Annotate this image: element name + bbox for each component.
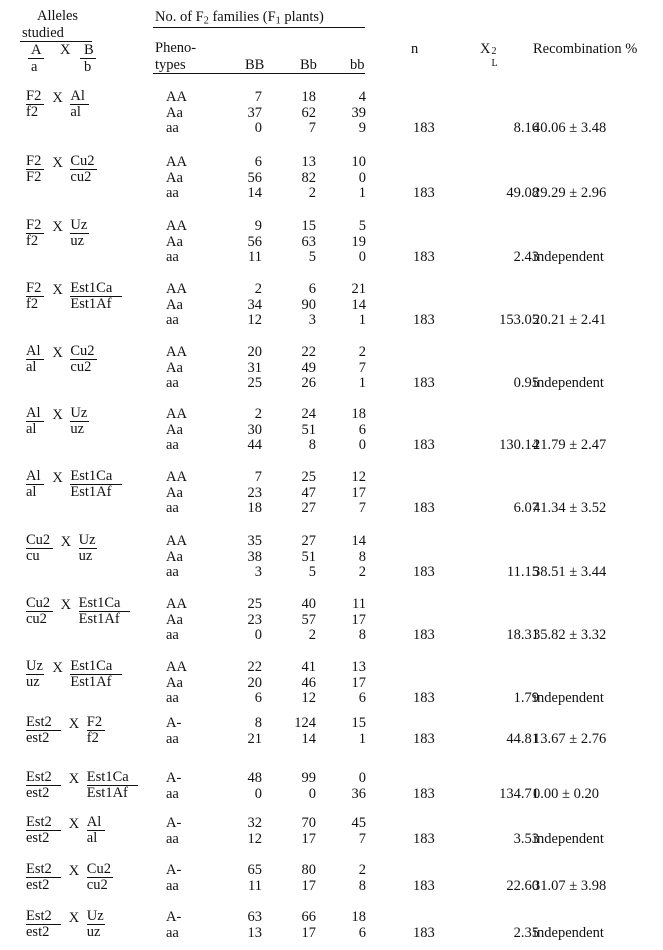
phenotype-cell: AA bbox=[166, 406, 187, 422]
count-BB-cell: 35 bbox=[247, 533, 262, 549]
count-BB-cell: 44 bbox=[247, 437, 262, 453]
count-bb-cell: 39 bbox=[351, 104, 366, 121]
count-BB-cell: 31 bbox=[247, 359, 262, 376]
allele-a-numerator: Al bbox=[26, 468, 41, 484]
phenotype-cell: aa bbox=[166, 564, 179, 580]
allele-a-numerator: Al bbox=[26, 405, 41, 421]
allele-b-denominator: Est1Af bbox=[70, 296, 112, 312]
n-cell: 183 bbox=[413, 249, 435, 265]
allele-a-denominator: uz bbox=[26, 674, 40, 690]
chi-square-cell: 2.43 bbox=[513, 249, 539, 265]
n-cell: 183 bbox=[413, 924, 435, 941]
phenotype-cell: AA bbox=[166, 469, 187, 485]
phenotypes-underline bbox=[153, 73, 365, 74]
allele-a-numerator: Cu2 bbox=[26, 595, 51, 611]
phenotype-cell: aa bbox=[166, 877, 179, 894]
allele-b-denominator: cu2 bbox=[70, 359, 92, 375]
chi-square-cell: 1.79 bbox=[513, 690, 539, 706]
count-BB-cell: 11 bbox=[248, 249, 262, 265]
count-BB-cell: 56 bbox=[247, 169, 262, 186]
phenotype-cell: Aa bbox=[166, 296, 183, 313]
phenotype-cell: A- bbox=[166, 862, 182, 878]
allele-b-numerator: F2 bbox=[86, 714, 103, 730]
phenotype-cell: aa bbox=[166, 924, 179, 941]
chi-square-cell: 134.71 bbox=[499, 785, 539, 802]
count-Bb-cell: 70 bbox=[301, 815, 316, 831]
phenotype-cell: aa bbox=[166, 730, 179, 747]
count-bb-cell: 14 bbox=[351, 296, 366, 313]
chi-square-cell: 3.53 bbox=[513, 830, 539, 847]
count-BB-cell: 23 bbox=[247, 611, 262, 628]
col-header-chi: X 2 L bbox=[480, 41, 498, 69]
count-Bb-cell: 66 bbox=[301, 909, 316, 925]
count-bb-cell: 11 bbox=[352, 596, 366, 612]
allele-a-denominator: cu bbox=[26, 548, 40, 564]
allele-a-numerator: Est2 bbox=[26, 769, 52, 785]
allele-b-numerator: Al bbox=[86, 814, 102, 830]
count-BB-cell: 23 bbox=[247, 484, 262, 501]
phenotypes-heading-2: types bbox=[155, 57, 186, 73]
chi-square-cell: 22.60 bbox=[506, 877, 539, 894]
count-Bb-cell: 22 bbox=[301, 344, 316, 360]
n-cell: 183 bbox=[413, 500, 435, 516]
count-bb-cell: 2 bbox=[358, 564, 366, 580]
count-bb-cell: 18 bbox=[351, 909, 366, 925]
count-BB-cell: 18 bbox=[247, 500, 262, 516]
count-Bb-cell: 26 bbox=[301, 375, 316, 391]
count-Bb-cell: 13 bbox=[301, 154, 316, 170]
allele-b-numerator: Uz bbox=[70, 217, 88, 233]
count-BB-cell: 22 bbox=[247, 659, 262, 675]
col-header-Bb: Bb bbox=[300, 57, 317, 73]
n-cell: 183 bbox=[413, 627, 435, 643]
count-bb-cell: 0 bbox=[358, 169, 366, 186]
count-Bb-cell: 5 bbox=[308, 249, 316, 265]
count-BB-cell: 7 bbox=[254, 469, 262, 485]
chi-square-cell: 11.15 bbox=[506, 564, 539, 580]
count-Bb-cell: 27 bbox=[301, 533, 316, 549]
col-header-bb: bb bbox=[350, 57, 365, 73]
recombination-cell: independent bbox=[533, 249, 604, 265]
allele-b-numerator: Uz bbox=[86, 908, 104, 924]
allele-a-denominator: al bbox=[26, 359, 37, 375]
count-bb-cell: 45 bbox=[351, 815, 366, 831]
count-Bb-cell: 80 bbox=[301, 862, 316, 878]
cross-symbol: X bbox=[52, 282, 63, 298]
allele-a-denominator: f2 bbox=[26, 296, 39, 312]
chi-square-cell: 2.35 bbox=[513, 924, 539, 941]
n-cell: 183 bbox=[413, 830, 435, 847]
allele-a-denominator: f2 bbox=[26, 233, 39, 249]
count-bb-cell: 9 bbox=[358, 120, 366, 136]
cross-symbol: X bbox=[52, 219, 63, 235]
recombination-cell: 13.67 ± 2.76 bbox=[533, 730, 607, 747]
phenotype-cell: Aa bbox=[166, 548, 183, 565]
count-Bb-cell: 12 bbox=[301, 690, 316, 706]
alleles-heading: Alleles bbox=[37, 8, 79, 24]
allele-b-denominator: al bbox=[86, 830, 98, 846]
studied-heading: studied bbox=[22, 25, 64, 41]
allele-b-numerator: Cu2 bbox=[86, 861, 111, 877]
count-BB-cell: 3 bbox=[254, 564, 262, 580]
cross-symbol: X bbox=[52, 155, 63, 171]
count-BB-cell: 7 bbox=[254, 89, 262, 105]
allele-b-denominator: uz bbox=[78, 548, 93, 564]
phenotype-cell: Aa bbox=[166, 169, 183, 186]
allele-b-numerator: Uz bbox=[70, 405, 88, 421]
count-Bb-cell: 124 bbox=[294, 715, 316, 731]
recombination-cell: 41.34 ± 3.52 bbox=[533, 500, 607, 516]
count-BB-cell: 25 bbox=[247, 375, 262, 391]
allele-b-numerator: Est1Ca bbox=[86, 769, 129, 785]
count-bb-cell: 6 bbox=[358, 690, 366, 706]
allele-b-denominator: Est1Af bbox=[70, 674, 112, 690]
phenotype-cell: aa bbox=[166, 785, 179, 802]
phenotype-cell: A- bbox=[166, 770, 182, 786]
phenotype-cell: AA bbox=[166, 218, 187, 234]
count-bb-cell: 0 bbox=[358, 770, 366, 786]
count-Bb-cell: 25 bbox=[301, 469, 316, 485]
phenotype-cell: AA bbox=[166, 596, 187, 612]
allele-a-numerator: Uz bbox=[26, 658, 43, 674]
recombination-cell: independent bbox=[533, 375, 604, 391]
generic-num-a: A bbox=[31, 42, 42, 58]
cross-symbol: X bbox=[52, 90, 63, 106]
allele-a-denominator: al bbox=[26, 421, 37, 437]
count-BB-cell: 56 bbox=[247, 233, 262, 250]
count-Bb-cell: 47 bbox=[301, 484, 316, 501]
cross-symbol: X bbox=[68, 716, 80, 732]
allele-b-denominator: uz bbox=[70, 421, 85, 437]
recombination-cell: independent bbox=[533, 924, 604, 941]
count-BB-cell: 8 bbox=[254, 715, 262, 731]
count-Bb-cell: 46 bbox=[301, 674, 316, 691]
recombination-cell: 20.21 ± 2.41 bbox=[533, 312, 607, 328]
count-BB-cell: 25 bbox=[247, 596, 262, 612]
count-BB-cell: 13 bbox=[247, 924, 262, 941]
n-cell: 183 bbox=[413, 564, 435, 580]
chi-square-cell: 8.16 bbox=[513, 120, 539, 136]
count-BB-cell: 20 bbox=[247, 674, 262, 691]
phenotype-cell: Aa bbox=[166, 611, 183, 628]
count-Bb-cell: 82 bbox=[301, 169, 316, 186]
count-BB-cell: 2 bbox=[254, 406, 262, 422]
count-BB-cell: 2 bbox=[254, 281, 262, 297]
phenotype-cell: Aa bbox=[166, 104, 183, 121]
phenotype-cell: A- bbox=[166, 909, 182, 925]
n-cell: 183 bbox=[413, 312, 435, 328]
generic-den-b: b bbox=[84, 59, 92, 75]
phenotype-cell: Aa bbox=[166, 674, 183, 691]
allele-a-numerator: Est2 bbox=[26, 714, 52, 730]
recombination-cell: 0.00 ± 0.20 bbox=[533, 785, 599, 802]
count-Bb-cell: 90 bbox=[301, 296, 316, 313]
count-Bb-cell: 63 bbox=[301, 233, 316, 250]
count-bb-cell: 7 bbox=[358, 830, 366, 847]
allele-a-denominator: est2 bbox=[26, 730, 50, 746]
count-Bb-cell: 14 bbox=[301, 730, 316, 747]
allele-a-numerator: Est2 bbox=[26, 814, 52, 830]
allele-b-denominator: Est1Af bbox=[70, 484, 112, 500]
cross-symbol: X bbox=[68, 910, 80, 926]
allele-b-denominator: Est1Af bbox=[86, 785, 128, 801]
phenotype-cell: AA bbox=[166, 154, 187, 170]
col-header-BB: BB bbox=[245, 57, 265, 73]
recombination-cell: 29.29 ± 2.96 bbox=[533, 185, 607, 201]
count-Bb-cell: 17 bbox=[301, 877, 316, 894]
allele-a-denominator: f2 bbox=[26, 104, 39, 120]
allele-a-numerator: Al bbox=[26, 343, 41, 359]
count-BB-cell: 12 bbox=[247, 312, 262, 328]
allele-b-numerator: Est1Ca bbox=[70, 280, 113, 296]
count-bb-cell: 6 bbox=[358, 421, 366, 438]
count-Bb-cell: 3 bbox=[308, 312, 316, 328]
count-bb-cell: 17 bbox=[351, 484, 366, 501]
phenotype-cell: aa bbox=[166, 375, 179, 391]
allele-a-numerator: Est2 bbox=[26, 861, 52, 877]
count-Bb-cell: 49 bbox=[301, 359, 316, 376]
phenotypes-heading-1: Pheno- bbox=[155, 40, 197, 56]
phenotype-cell: AA bbox=[166, 281, 187, 297]
n-cell: 183 bbox=[413, 375, 435, 391]
allele-a-denominator: est2 bbox=[26, 785, 50, 801]
recombination-cell: 21.79 ± 2.47 bbox=[533, 437, 607, 453]
count-Bb-cell: 57 bbox=[301, 611, 316, 628]
phenotype-cell: aa bbox=[166, 249, 179, 265]
count-Bb-cell: 2 bbox=[308, 627, 316, 643]
phenotype-cell: aa bbox=[166, 690, 179, 706]
generic-num-b: B bbox=[84, 42, 94, 58]
phenotype-cell: AA bbox=[166, 344, 187, 360]
count-bb-cell: 13 bbox=[351, 659, 366, 675]
phenotype-cell: Aa bbox=[166, 233, 183, 250]
chi-square-cell: 18.31 bbox=[506, 627, 539, 643]
generic-x: X bbox=[60, 42, 71, 58]
count-bb-cell: 2 bbox=[358, 344, 366, 360]
count-bb-cell: 2 bbox=[358, 862, 366, 878]
allele-a-numerator: Cu2 bbox=[26, 532, 51, 548]
n-cell: 183 bbox=[413, 877, 435, 894]
cross-symbol: X bbox=[52, 470, 63, 486]
count-BB-cell: 63 bbox=[247, 909, 262, 925]
allele-b-numerator: Uz bbox=[78, 532, 96, 548]
families-underline bbox=[153, 27, 365, 28]
count-Bb-cell: 6 bbox=[308, 281, 316, 297]
count-bb-cell: 7 bbox=[358, 500, 366, 516]
count-BB-cell: 20 bbox=[247, 344, 262, 360]
count-BB-cell: 0 bbox=[254, 785, 262, 802]
count-BB-cell: 38 bbox=[247, 548, 262, 565]
cross-symbol: X bbox=[68, 863, 80, 879]
allele-a-denominator: est2 bbox=[26, 877, 50, 893]
count-bb-cell: 1 bbox=[358, 312, 366, 328]
recombination-cell: 31.07 ± 3.98 bbox=[533, 877, 607, 894]
count-Bb-cell: 18 bbox=[301, 89, 316, 105]
allele-a-numerator: Est2 bbox=[26, 908, 52, 924]
phenotype-cell: aa bbox=[166, 312, 179, 328]
count-bb-cell: 1 bbox=[358, 730, 366, 747]
count-Bb-cell: 7 bbox=[308, 120, 316, 136]
count-Bb-cell: 2 bbox=[308, 185, 316, 201]
count-bb-cell: 4 bbox=[358, 89, 366, 105]
count-bb-cell: 17 bbox=[351, 674, 366, 691]
chi-square-cell: 6.07 bbox=[513, 500, 539, 516]
recombination-cell: 35.82 ± 3.32 bbox=[533, 627, 607, 643]
allele-a-numerator: F2 bbox=[26, 153, 42, 169]
generic-den-a: a bbox=[31, 59, 38, 75]
cross-symbol: X bbox=[68, 771, 80, 787]
count-bb-cell: 14 bbox=[351, 533, 366, 549]
allele-b-denominator: al bbox=[70, 104, 81, 120]
count-BB-cell: 14 bbox=[247, 185, 262, 201]
allele-b-numerator: Est1Ca bbox=[78, 595, 121, 611]
phenotype-cell: aa bbox=[166, 437, 179, 453]
phenotype-cell: aa bbox=[166, 830, 179, 847]
allele-b-denominator: cu2 bbox=[86, 877, 108, 893]
phenotype-cell: A- bbox=[166, 815, 182, 831]
col-header-recombination: Recombination % bbox=[533, 41, 638, 57]
count-Bb-cell: 99 bbox=[301, 770, 316, 786]
allele-b-denominator: uz bbox=[86, 924, 101, 940]
count-Bb-cell: 17 bbox=[301, 924, 316, 941]
recombination-cell: 40.06 ± 3.48 bbox=[533, 120, 607, 136]
count-BB-cell: 48 bbox=[247, 770, 262, 786]
chi-square-cell: 153.05 bbox=[499, 312, 539, 328]
count-Bb-cell: 40 bbox=[301, 596, 316, 612]
count-Bb-cell: 5 bbox=[308, 564, 316, 580]
count-bb-cell: 12 bbox=[351, 469, 366, 485]
allele-b-denominator: uz bbox=[70, 233, 85, 249]
count-Bb-cell: 15 bbox=[301, 218, 316, 234]
count-bb-cell: 5 bbox=[358, 218, 366, 234]
count-bb-cell: 19 bbox=[351, 233, 366, 250]
phenotype-cell: Aa bbox=[166, 484, 183, 501]
count-Bb-cell: 41 bbox=[301, 659, 316, 675]
n-cell: 183 bbox=[413, 120, 435, 136]
allele-b-numerator: Al bbox=[70, 88, 85, 104]
count-BB-cell: 34 bbox=[247, 296, 262, 313]
count-BB-cell: 6 bbox=[254, 690, 262, 706]
count-bb-cell: 0 bbox=[358, 437, 366, 453]
count-bb-cell: 36 bbox=[351, 785, 366, 802]
phenotype-cell: AA bbox=[166, 89, 187, 105]
count-BB-cell: 0 bbox=[254, 120, 262, 136]
count-BB-cell: 65 bbox=[247, 862, 262, 878]
chi-square-cell: 130.14 bbox=[499, 437, 539, 453]
allele-b-denominator: f2 bbox=[86, 730, 99, 746]
count-bb-cell: 10 bbox=[351, 154, 366, 170]
allele-a-numerator: F2 bbox=[26, 88, 42, 104]
count-BB-cell: 6 bbox=[254, 154, 262, 170]
count-Bb-cell: 51 bbox=[301, 548, 316, 565]
count-bb-cell: 8 bbox=[358, 627, 366, 643]
count-BB-cell: 37 bbox=[247, 104, 262, 121]
n-cell: 183 bbox=[413, 785, 435, 802]
count-bb-cell: 21 bbox=[351, 281, 366, 297]
phenotype-cell: aa bbox=[166, 500, 179, 516]
count-Bb-cell: 0 bbox=[308, 785, 316, 802]
cross-symbol: X bbox=[68, 816, 80, 832]
col-header-n: n bbox=[411, 41, 419, 57]
count-Bb-cell: 24 bbox=[301, 406, 316, 422]
count-Bb-cell: 62 bbox=[301, 104, 316, 121]
phenotype-cell: AA bbox=[166, 533, 187, 549]
count-bb-cell: 6 bbox=[358, 924, 366, 941]
allele-a-denominator: F2 bbox=[26, 169, 42, 185]
allele-a-denominator: est2 bbox=[26, 830, 50, 846]
count-Bb-cell: 17 bbox=[301, 830, 316, 847]
n-cell: 183 bbox=[413, 437, 435, 453]
count-Bb-cell: 51 bbox=[301, 421, 316, 438]
allele-b-numerator: Est1Ca bbox=[70, 658, 113, 674]
allele-a-numerator: F2 bbox=[26, 217, 42, 233]
allele-b-numerator: Est1Ca bbox=[70, 468, 113, 484]
n-cell: 183 bbox=[413, 185, 435, 201]
count-BB-cell: 9 bbox=[254, 218, 262, 234]
allele-a-numerator: F2 bbox=[26, 280, 42, 296]
cross-symbol: X bbox=[60, 597, 72, 613]
chi-square-cell: 49.08 bbox=[506, 185, 539, 201]
count-bb-cell: 1 bbox=[358, 375, 366, 391]
count-bb-cell: 1 bbox=[358, 185, 366, 201]
count-bb-cell: 7 bbox=[358, 359, 366, 376]
recombination-cell: independent bbox=[533, 690, 604, 706]
allele-b-numerator: Cu2 bbox=[70, 343, 95, 359]
count-BB-cell: 0 bbox=[254, 627, 262, 643]
count-BB-cell: 30 bbox=[247, 421, 262, 438]
count-bb-cell: 8 bbox=[358, 877, 366, 894]
allele-a-denominator: al bbox=[26, 484, 37, 500]
allele-b-denominator: cu2 bbox=[70, 169, 92, 185]
count-bb-cell: 8 bbox=[358, 548, 366, 565]
allele-a-denominator: est2 bbox=[26, 924, 50, 940]
chi-square-cell: 44.81 bbox=[506, 730, 539, 747]
phenotype-cell: A- bbox=[166, 715, 182, 731]
chi-square-cell: 0.95 bbox=[513, 375, 539, 391]
phenotype-cell: Aa bbox=[166, 421, 183, 438]
allele-b-denominator: Est1Af bbox=[78, 611, 120, 627]
phenotype-cell: AA bbox=[166, 659, 187, 675]
n-cell: 183 bbox=[413, 730, 435, 747]
count-bb-cell: 15 bbox=[351, 715, 366, 731]
phenotype-cell: aa bbox=[166, 627, 179, 643]
count-BB-cell: 21 bbox=[247, 730, 262, 747]
allele-a-denominator: cu2 bbox=[26, 611, 47, 627]
count-Bb-cell: 8 bbox=[308, 437, 316, 453]
families-heading: No. of $F_2$ families ($F_1$ plants) bbox=[155, 9, 324, 27]
cross-symbol: X bbox=[60, 534, 72, 550]
count-Bb-cell: 27 bbox=[301, 500, 316, 516]
count-BB-cell: 12 bbox=[247, 830, 262, 847]
count-BB-cell: 32 bbox=[247, 815, 262, 831]
phenotype-cell: aa bbox=[166, 185, 179, 201]
phenotype-cell: aa bbox=[166, 120, 179, 136]
cross-symbol: X bbox=[52, 345, 63, 361]
count-BB-cell: 11 bbox=[248, 877, 262, 894]
recombination-cell: 38.51 ± 3.44 bbox=[533, 564, 607, 580]
count-bb-cell: 17 bbox=[351, 611, 366, 628]
recombination-cell: independent bbox=[533, 830, 604, 847]
count-bb-cell: 0 bbox=[358, 249, 366, 265]
cross-symbol: X bbox=[52, 660, 63, 676]
count-bb-cell: 18 bbox=[351, 406, 366, 422]
allele-b-numerator: Cu2 bbox=[70, 153, 95, 169]
cross-symbol: X bbox=[52, 407, 63, 423]
n-cell: 183 bbox=[413, 690, 435, 706]
phenotype-cell: Aa bbox=[166, 359, 183, 376]
